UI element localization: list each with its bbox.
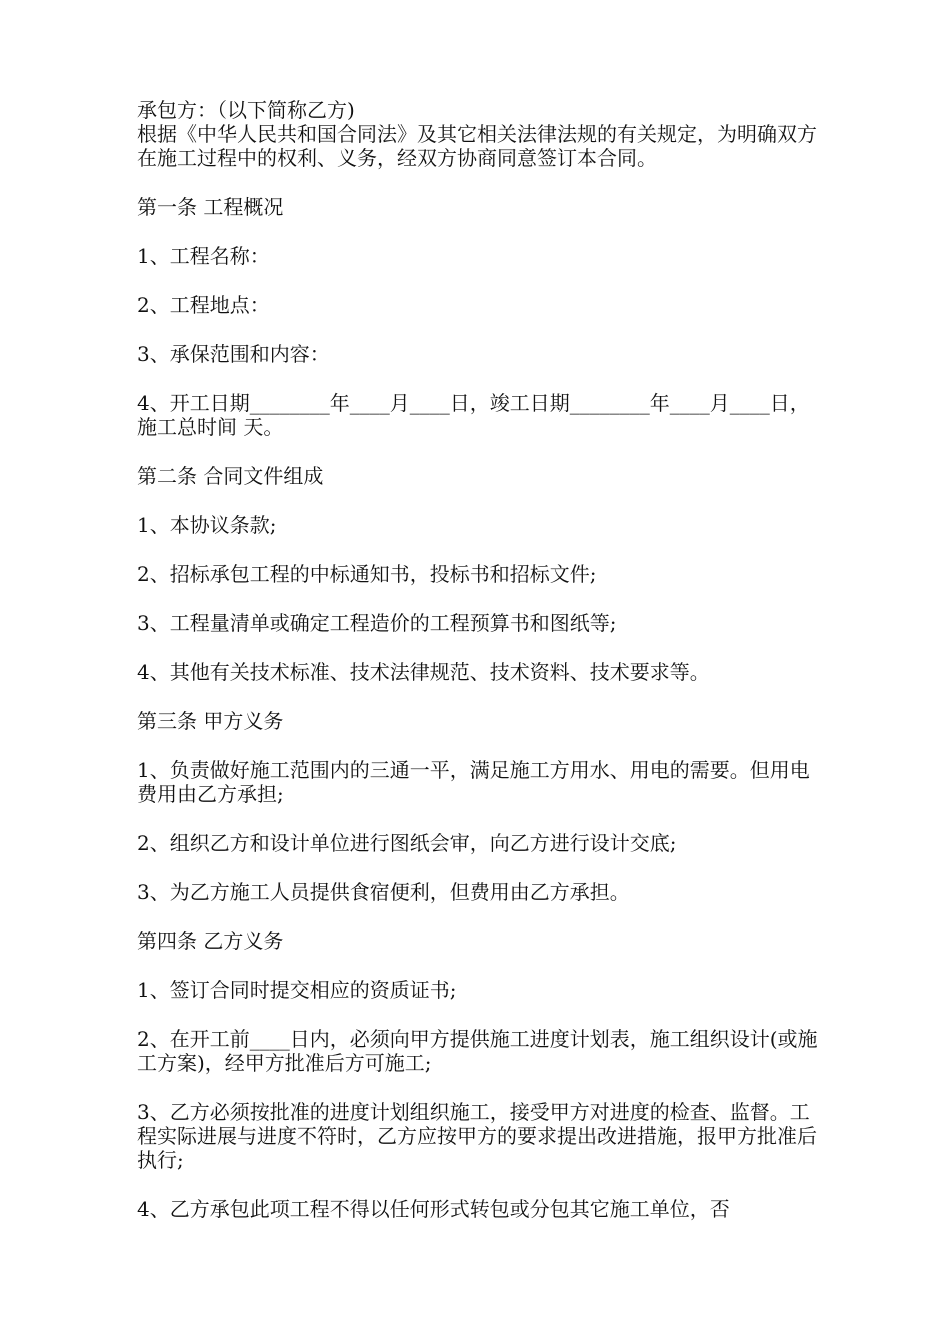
article-2-item-3: 3、工程量清单或确定工程造价的工程预算书和图纸等; xyxy=(137,611,617,635)
article-1-item-3: 3、承保范围和内容： xyxy=(137,342,330,366)
article-2-heading: 第二条 合同文件组成 xyxy=(137,464,324,488)
article-2-item-2: 2、招标承包工程的中标通知书，投标书和招标文件; xyxy=(137,562,597,586)
article-4-item-4: 4、乙方承包此项工程不得以任何形式转包或分包其它施工单位，否 xyxy=(137,1197,730,1221)
article-3-heading: 第三条 甲方义务 xyxy=(137,709,284,733)
article-3-item-2: 2、组织乙方和设计单位进行图纸会审，向乙方进行设计交底; xyxy=(137,831,677,855)
article-3-item-1: 1、负责做好施工范围内的三通一平，满足施工方用水、用电的需要。但用电费用由乙方承担; xyxy=(137,758,810,806)
article-2-item-1: 1、本协议条款; xyxy=(137,513,277,537)
article-4-item-1: 1、签订合同时提交相应的资质证书; xyxy=(137,978,457,1002)
article-1-heading: 第一条 工程概况 xyxy=(137,195,284,219)
article-4-item-2: 2、在开工前____日内，必须向甲方提供施工进度计划表，施工组织设计(或施工方案)，经甲方批准后方可施工; xyxy=(137,1027,818,1075)
article-3-item-3: 3、为乙方施工人员提供食宿便利，但费用由乙方承担。 xyxy=(137,880,630,904)
article-4-item-3: 3、乙方必须按批准的进度计划组织施工，接受甲方对进度的检查、监督。工程实际进展与进度不符时，乙方应按甲方的要求提出改进措施，报甲方批准后执行; xyxy=(137,1100,817,1172)
article-1-item-4: 4、开工日期________年____月____日，竣工日期________年____月____日，施工总时间 天。 xyxy=(137,391,810,439)
article-1-item-2: 2、工程地点： xyxy=(137,293,270,317)
contractor-party-line: 承包方：（以下简称乙方) xyxy=(137,98,355,122)
preamble-paragraph: 根据《中华人民共和国合同法》及其它相关法律法规的有关规定，为明确双方在施工过程中的权利、义务，经双方协商同意签订本合同。 xyxy=(137,122,817,170)
article-2-item-4: 4、其他有关技术标准、技术法律规范、技术资料、技术要求等。 xyxy=(137,660,710,684)
article-1-item-1: 1、工程名称： xyxy=(137,244,270,268)
contract-body xyxy=(137,98,827,1246)
article-4-heading: 第四条 乙方义务 xyxy=(137,929,284,953)
